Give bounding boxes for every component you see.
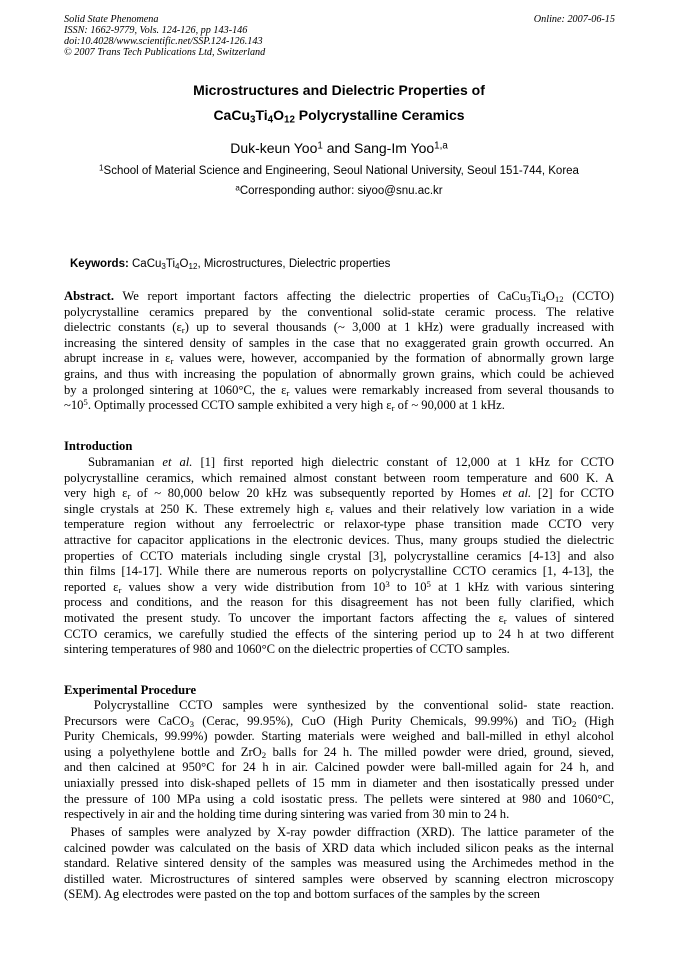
journal-doi: doi:10.4028/www.scientific.net/SSP.124-126.143 bbox=[64, 36, 263, 47]
text-line: $\sim 10^5$. Optimally processed CCTO sample exhibited a very high $\varepsilon_r$ of ~ 90,000 at 1 kHz. bbox=[64, 397, 505, 414]
text-line: process and conditions, and the reason for this disagreement has not been fully clarified, which bbox=[64, 595, 614, 610]
keywords bbox=[70, 258, 390, 270]
text-line: properties of CCTO materials including single crystal [3], polycrystalline ceramics [4-13] and also bbox=[64, 548, 614, 563]
journal-copyright: © 2007 Trans Tech Publications Ltd, Switzerland bbox=[64, 47, 266, 58]
text-line: very high $\varepsilon_r$ of ~ 80,000 below 20 kHz was subsequently reported by Homes et al. [2] for CCTO bbox=[64, 486, 614, 502]
text-line: dielectric constants $(\varepsilon_r)$ up to several thousands (~ 3,000 at 1 kHz) were gradually increased with bbox=[64, 320, 614, 336]
text-line: polycrystalline ceramics prepared by the conventional solid-state ceramic process. The relative bbox=[64, 304, 614, 319]
author-list: Duk-keun Yoo$^1$ and Sang-Im Yoo$^{1,a}$ bbox=[230, 140, 448, 156]
text-line: Precursors were CaCO$_3$ (Cerac, 99.95%), CuO (High Purity Chemicals, 99.99%) and TiO$_2$ (High bbox=[64, 713, 614, 729]
text-line: single crystals at 250 K. These extremely high $\varepsilon_r$ values and their relatively low variation in a wide bbox=[64, 501, 614, 517]
text-line: using a polyethylene bottle and ZrO$_2$ balls for 24 h. The milled powder were dried, ground, sieved, bbox=[64, 744, 614, 760]
journal-name: Solid State Phenomena bbox=[64, 14, 159, 25]
text-line: polycrystalline ceramics, which remained almost constant between room temperature and 600 K. A bbox=[64, 470, 614, 485]
experimental-heading: Experimental Procedure bbox=[64, 683, 197, 697]
experimental-paragraph-2 bbox=[64, 825, 614, 903]
text-line: thin films [14-17]. While there are numerous reports on polycrystalline CCTO ceramics [1, 4-13], the bbox=[64, 564, 614, 579]
text-line: Purity Chemicals, 99.99%) powder. Starting materials were weighed and ball-milled in ethyl alcohol bbox=[64, 729, 614, 744]
text-line: Phases of samples were analyzed by X-ray powder diffraction (XRD). The lattice parameter of the bbox=[64, 825, 614, 839]
text-line: attractive for capacitor applications in the electronic devices. Thus, many groups studied the dielectric bbox=[64, 532, 614, 547]
abstract-paragraph bbox=[64, 289, 614, 414]
corresponding-author: $^a$Corresponding author: siyoo@snu.ac.kr bbox=[235, 183, 443, 197]
paper-title-line-1: Microstructures and Dielectric Properties of bbox=[193, 82, 485, 98]
text-line: sintering temperatures of 980 and 1060°C on the dielectric properties of CCTO samples. bbox=[64, 642, 510, 657]
introduction-paragraph bbox=[64, 455, 614, 658]
introduction-heading: Introduction bbox=[64, 439, 133, 453]
text-line: CCTO ceramics, we carefully studied the effects of the sintering period up to 24 h at two different bbox=[64, 626, 614, 641]
text-line: uniaxially pressed into disk-shaped pellets of 15 mm in diameter and then isostatically pressed under bbox=[64, 775, 614, 790]
text-line: grains, and thus with increasing the population of abnormally grown grains, which could be achieved bbox=[64, 366, 614, 381]
text-line: (SEM). Ag electrodes were pasted on the top and bottom surfaces of the samples by the screen bbox=[64, 887, 540, 902]
text-line: motivated the present study. To uncover the important factors affecting the $\varepsilon_r$ values of sintered bbox=[64, 610, 614, 627]
text-line: by a prolonged sintering at 1060°C, the $\varepsilon_r$ values were remarkably increased from several thousands to bbox=[64, 382, 614, 398]
text-line: distilled water. Microstructures of sintered samples were observed by scanning electron microscopy bbox=[64, 871, 614, 886]
text-line: respectively in air and the holding time during sintering was varied from 30 min to 24 h. bbox=[64, 807, 510, 822]
affiliation: $^1$School of Material Science and Engineering, Seoul National University, Seoul 151-744, Korea bbox=[99, 163, 579, 177]
text-line: increasing the sintered density of samples in the case that no exaggerated grain growth occurred. An bbox=[64, 335, 614, 350]
keywords-label: Keywords: bbox=[70, 258, 129, 270]
paper-title-line-2: $CaCu_3Ti_4O_{12}$ Polycrystalline Ceramics bbox=[213, 107, 465, 126]
text-line: calcined powder was calculated on the basis of XRD data which included silicon peaks as the internal bbox=[64, 840, 614, 855]
text-line: temperature region without any ferroelectric or relaxor-type phase transition made CCTO very bbox=[64, 517, 614, 532]
text-line: the pressure of 100 MPa using a cold isostatic press. The pellets were sintered at 980 and 1060°C, bbox=[64, 791, 614, 806]
experimental-paragraph-1 bbox=[64, 698, 614, 823]
online-date: Online: 2007-06-15 bbox=[533, 14, 615, 25]
text-line: Subramanian et al. [1] first reported high dielectric constant of 12,000 at 1 kHz for CCTO bbox=[64, 455, 614, 469]
text-line: Abstract. We report important factors affecting the dielectric properties of $CaCu_3Ti_4O_{12}$ (CCTO) bbox=[64, 289, 615, 305]
journal-header bbox=[64, 14, 265, 58]
text-line: reported $\varepsilon_r$ values show a very wide distribution from $10^3$ to $10^5$ at 1 kHz with various sintering bbox=[64, 578, 615, 595]
text-line: abrupt increase in $\varepsilon_r$ values were, however, accompanied by the formation of abnormally grown large bbox=[64, 351, 614, 367]
keywords-text: $CaCu_3Ti_4O_{12}$, Microstructures, Dielectric properties bbox=[128, 258, 391, 271]
text-line: and then calcined at 950°C for 24 h in air. Calcined powder were ball-milled again for 24 h, and bbox=[64, 760, 614, 775]
text-line: Polycrystalline CCTO samples were synthesized by the conventional solid- state reaction. bbox=[64, 698, 614, 712]
text-line: standard. Relative sintered density of the samples was measured using the Archimedes method in the bbox=[64, 856, 614, 871]
journal-issn: ISSN: 1662-9779, Vols. 124-126, pp 143-146 bbox=[64, 25, 248, 36]
